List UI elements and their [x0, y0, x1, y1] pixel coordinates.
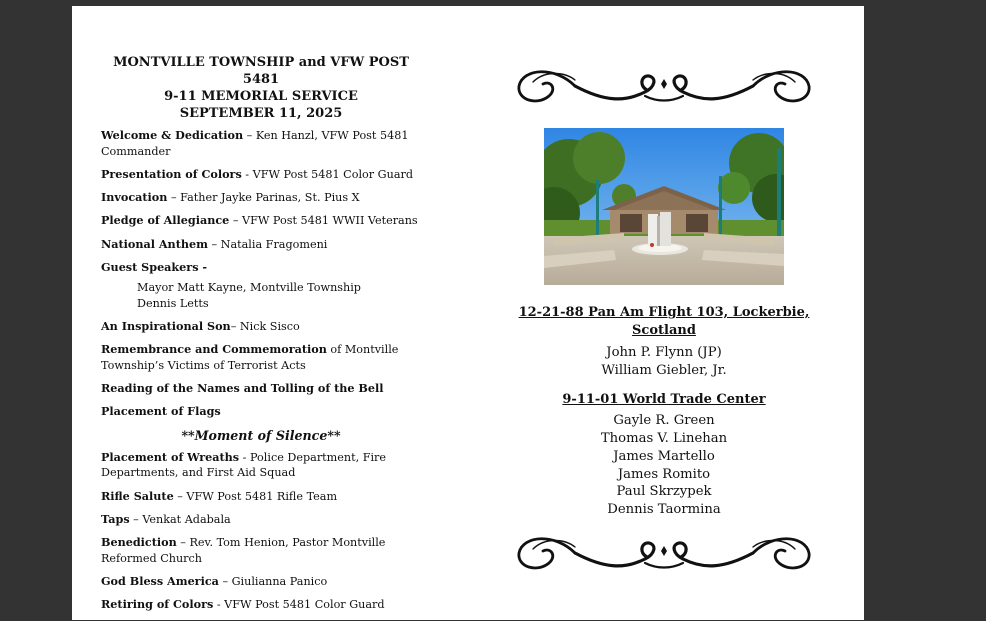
header-line-3: SEPTEMBER 11, 2025 [179, 106, 343, 121]
program-item-welcome: Welcome & Dedication – Ken Hanzl, VFW Post 5481 Commander [101, 128, 409, 158]
program-item-pledge: Pledge of Allegiance – VFW Post 5481 WWII Veterans [101, 213, 418, 228]
memorial-column [512, 62, 816, 579]
program-column [101, 54, 421, 621]
guest-speaker-list [137, 280, 421, 311]
victim-name: Paul Skrzypek [616, 484, 712, 500]
wtc-section-title: 9-11-01 World Trade Center [562, 392, 766, 408]
victim-name: James Romito [617, 466, 711, 482]
program-item-retiring: Retiring of Colors - VFW Post 5481 Color Guard [101, 597, 385, 612]
program-item-wreaths: Placement of Wreaths - Police Department, Fire Departments, and First Aid Squad [101, 449, 387, 480]
program-item-remembrance: Remembrance and Commemoration of Montville Township’s Victims of Terrorist Acts [101, 342, 399, 372]
memorial-pavilion-photo [544, 128, 784, 285]
program-item-colors: Presentation of Colors - VFW Post 5481 Color Guard [101, 166, 414, 181]
memorial-photo-image [544, 128, 784, 285]
program-item-anthem: National Anthem – Natalia Fragomeni [101, 236, 328, 251]
victim-name: Gayle R. Green [613, 413, 715, 429]
victim-name: William Giebler, Jr. [601, 362, 727, 378]
pan-am-section-title: 12-21-88 Pan Am Flight 103, Lockerbie, Scotland [518, 305, 810, 338]
program-item-guest-speakers: Guest Speakers - [101, 259, 208, 274]
program-item-benediction: Benediction – Rev. Tom Henion, Pastor Montville Reformed Church [101, 535, 386, 565]
header-line-1: MONTVILLE TOWNSHIP and VFW POST 5481 [113, 55, 409, 87]
moment-of-silence: **Moment of Silence** [181, 427, 341, 443]
program-item-rifle: Rifle Salute – VFW Post 5481 Rifle Team [101, 488, 338, 503]
document-page [72, 6, 864, 620]
victim-name: Dennis Taormina [607, 501, 721, 517]
header-line-2: 9-11 MEMORIAL SERVICE [164, 89, 358, 104]
program-item-god-bless: God Bless America – Giulianna Panico [101, 573, 328, 588]
bottom-flourish-icon [515, 529, 813, 579]
victim-name: James Martello [613, 448, 715, 464]
program-item-reading: Reading of the Names and Tolling of the Bell [101, 381, 384, 396]
program-item-taps: Taps – Venkat Adabala [101, 511, 231, 526]
guest-speaker-1: Mayor Matt Kayne, Montville Township [137, 281, 361, 295]
top-flourish-icon [515, 62, 813, 112]
program-item-invocation: Invocation – Father Jayke Parinas, St. Pius X [101, 190, 360, 205]
program-item-inspirational: An Inspirational Son– Nick Sisco [101, 319, 300, 334]
program-item-flags: Placement of Flags [101, 404, 221, 419]
victim-name: Thomas V. Linehan [600, 431, 728, 447]
guest-speaker-2: Dennis Letts [137, 296, 209, 310]
victim-name: John P. Flynn (JP) [606, 345, 722, 360]
